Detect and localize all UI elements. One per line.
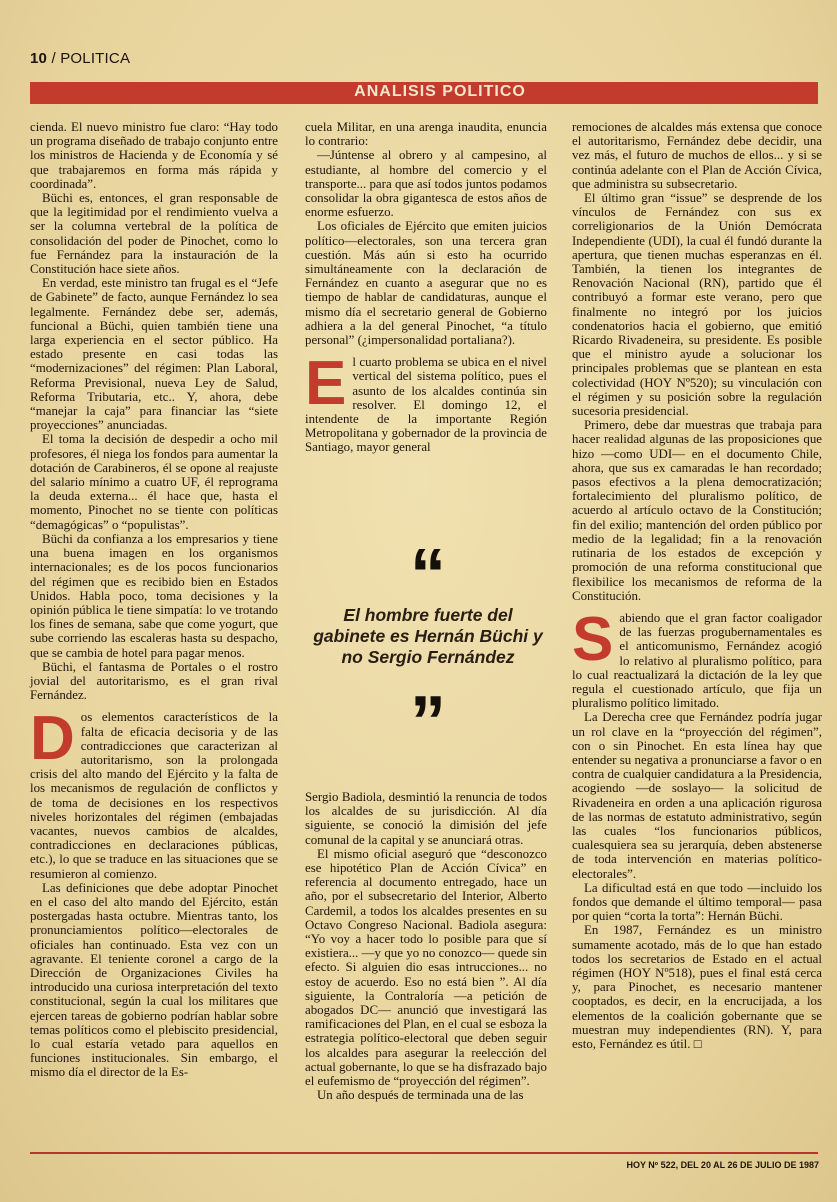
paragraph: Las definiciones que debe adoptar Pinochet en el caso del alto mando del Ejército, están postergadas hasta octubre. Mientras tanto, los pronunciamientos político—electorales de oficiales han continuado. Esta vez con un agravante. El teniente coronel a cargo de la Dirección de Organizaciones Civiles ha introducido una curiosa interpretación del texto constitucional, según la cual los militares que ejercen tareas de gobierno podrían hablar sobre temas políticos como el plebiscito presidencial, lo cual estaría vetado para aquellos en funciones institucionales. Sin embargo, el mismo día el director de la Es- [30, 880, 278, 1080]
drop-cap-letter: D [30, 704, 75, 774]
pull-quote [308, 545, 548, 732]
paragraph: remociones de alcaldes más extensa que conoce el autoritarismo, Fernández debe decidir, una vez más, el futuro de muchos de ellos... y si se continúa adelante con el Plan de Acción Cívica, que administra su subsecretario. [572, 120, 822, 191]
text-column-1 [30, 120, 278, 1080]
close-quote-icon: ” [410, 692, 446, 732]
paragraph: Büchi es, entonces, el gran responsable de que la legitimidad por el rendimiento vuelva a ser la columna vertebral de la política de consolidación del poder de Pinochet, como lo fue Fernández para la instauración de la Constitución hace siete años. [30, 191, 278, 277]
paragraph: En 1987, Fernández es un ministro sumamente acotado, más de lo que han estado todos los secretarios de Estado en el actual régimen (HOY Nº518), pues el final está cerca y, para Pinochet, es necesario mantener cooptados, es decir, en la encrucijada, a los elementos de la coalición gobernante que se muestran muy independientes (RN). Y, para esto, Fernández es útil. □ [572, 923, 822, 1051]
paragraph: La dificultad está en que todo —incluido los fondos que demande el último temporal— pasa por quien “corta la torta”: Hernán Büchi. [572, 880, 822, 924]
paragraph-text: os elementos característicos de la falta de eficacia decisoria y de las contradicciones que caracterizan al autoritarismo, son la prolongada crisis del alto mando del Ejército y la falta de los mecanismos de regulación de conflictos y de toma de decisiones en los respectivos niveles horizontales del régimen (embajadas vacantes, nuevos cambios de alcaldes, contradicciones en declaraciones públicas, etc.), lo que se traduce en las situaciones que se resumieron al comienzo. [30, 710, 278, 881]
page-header [30, 50, 130, 67]
paragraph: cuela Militar, en una arenga inaudita, enuncia lo contrario: [305, 120, 547, 149]
section-banner-title: ANALISIS POLITICO [354, 83, 526, 100]
paragraph: Büchi da confianza a los empresarios y tiene una buena imagen en los organismos internacionales; es de los pocos funcionarios del régimen que es recibido bien en Estados Unidos. Habla poco, toma decisiones y la opinión pública le tiene simpatía: lo ve trotando los fines de semana, sabe que come yogurt, que sube corriendo las escaleras hasta su despacho, que se cambia de hotel para pagar menos. [30, 531, 278, 660]
text-column-2-lower [305, 790, 547, 1102]
dropcap-paragraph [305, 349, 547, 455]
dropcap-paragraph [30, 704, 278, 881]
text-column-3 [572, 120, 822, 1051]
paragraph: La Derecha cree que Fernández podría jugar un rol clave en la “proyección del régimen”, con o sin Pinochet. En esta línea hay que entender su negativa a pronunciarse a favor o en contra de cualquier candidatura a la Presidencia, acogiendo —de soslayo— la solicitud de Rivadeneira en orden a una aplicación rigurosa de las normas de estatuto administrativo, según las cuales “los funcionarios públicos, cualesquiera sea su jerarquía, deben abstenerse de toda intervención en materias político-electorales”. [572, 710, 822, 881]
paragraph: El toma la decisión de despedir a ocho mil profesores, él niega los fondos para aumentar la dotación de Carabineros, él se opone al reajuste del salario mínimo a cuatro UF, él reprograma la deuda externa... él hace que, hasta el momento, Pinochet no se tiente con políticas “demagógicas” o “populistas”. [30, 432, 278, 532]
paragraph: El mismo oficial aseguró que “desconozco ese hipotético Plan de Acción Cívica” en referencia al documento entregado, hace un año, por el subsecretario del Interior, Alberto Cardemil, a todos los alcaldes presentes en su Octavo Congreso Nacional. Badiola asegura: “Yo voy a hacer todo lo posible para que sí existiera... —y que yo no conozco— quede sin efecto. Si alguien dio esas intrucciones... no estoy de acuerdo. Eso no está bien ”. Al día siguiente, la Contraloría —a petición de abogados DC— anunció que investigará las ramificaciones del Plan, en el cual se esboza la estrategia político-electoral que deben seguir los alcaldes para asegurar la reelección del actual gobernante, lo que se ha disfrazado bajo el eufemismo de “proyección del régimen”. [305, 846, 547, 1089]
page-number: 10 [30, 50, 48, 67]
dropcap-paragraph [572, 604, 822, 711]
paragraph: Primero, debe dar muestras que trabaja para hacer realidad algunas de las proposiciones que hizo —como UDI— en el documento Chile, ahora, que sus ex camaradas le han recordado; pasos efectivos a la plena democratización; fortalecimiento del pluralismo político, de acuerdo al artículo octavo de la Constitución; fin del exilio; mantención del orden público por medio de la legalidad; fin a la renovación rutinaria de los estados de excepción y promoción de una reforma constitucional que flexibilice los mecanismos de reforma de la Constitución. [572, 418, 822, 603]
paragraph: Büchi, el fantasma de Portales o el rostro jovial del autoritarismo, es el gran rival Fernández. [30, 659, 278, 703]
section-name: / POLITICA [51, 50, 131, 67]
paragraph-text: l cuarto problema se ubica en el nivel vertical del sistema político, pues el asunto de los alcaldes continúa sin resolver. El domingo 12, el intendente de la importante Región Metropolitana y gobernador de la provincia de Santiago, mayor general [305, 355, 547, 455]
paragraph: Los oficiales de Ejército que emiten juicios político—electorales, son una tercera gran cuestión. Más aún si esto ha ocurrido simultáneamente con la declaración de Fernández en cuanto a asegurar que no es tiempo de hablar de candidaturas, aunque el mismo día el secretario general de Gobierno adhiera a la del general Pinochet, “a título personal” (¿impersonalidad portaliana?). [305, 219, 547, 348]
paragraph: El último gran “issue” se desprende de los vínculos de Fernández con sus ex correligionarios de la Unión Demócrata Independiente (UDI), la cual él fundó durante la apertura, que tienen muchas esperanzas en él. También, la tienen los integrantes de Renovación Nacional (RN), partido que él contribuyó a formar este verano, pero que finalmente no integró por los juicios condenatorios hacia el gobierno, que emitió Ricardo Rivadeneira, su presidente. Es posible que el ministro ayude a solucionar los principales problemas que se plantean en esta colectividad (HOY Nº520); su vinculación con el régimen y su posición sobre la regulación sucesoria presidencial. [572, 191, 822, 419]
drop-cap-letter: E [305, 349, 347, 419]
paragraph: Un año después de terminada una de las [317, 1088, 524, 1103]
paragraph: Sergio Badiola, desmintió la renuncia de todos los alcaldes de su jurisdicción. Al día siguiente, se conoció la dimisión del jefe comunal de la capital y se anunciará otras. [305, 790, 547, 847]
paragraph: En verdad, este ministro tan frugal es el “Jefe de Gabinete” de facto, aunque Fernández lo sea legalmente. Fernández debe ser, además, funcional a Büchi, quien también tiene una larga experiencia en el sector público. Ha estado presente en casi todas las “modernizaciones” del régimen: Plan Laboral, Reforma Previsional, nueva Ley de Salud, Reforma Tributaria, etc.. Y, ahora, debe “manejar la caja” para financiar las “siete proyecciones” anunciadas. [30, 276, 278, 433]
section-banner [30, 82, 818, 104]
paragraph: cienda. El nuevo ministro fue claro: “Hay todo un programa diseñado de trabajo conjunto entre los ministros de Hacienda y de Economía y sé que trabajaremos en forma más rápida y coordinada”. [30, 120, 278, 191]
footer-issue-info: HOY Nº 522, DEL 20 AL 26 DE JULIO DE 1987 [626, 1160, 819, 1170]
paragraph: —Júntense al obrero y al campesino, al estudiante, al hombre del comercio y el transporte... para que así todos juntos podamos consolidar la obra gigantesca de estos años de enorme esfuerzo. [305, 148, 547, 220]
footer-rule [30, 1152, 818, 1154]
pull-quote-text: El hombre fuerte del gabinete es Hernán Büchi y no Sergio Fernández [313, 605, 543, 667]
drop-cap-letter: S [572, 604, 614, 674]
open-quote-icon: “ [410, 545, 446, 585]
paragraph-text: abiendo que el gran factor coaligador de las fuerzas progubernamentales es el anticomunismo, Fernández acogió lo relativo al pluralismo político, para lo cual reactualizará la dictación de la ley que regula el cuestionado artículo, que fija un pluralismo político limitado. [572, 610, 822, 711]
text-column-2 [305, 120, 547, 455]
